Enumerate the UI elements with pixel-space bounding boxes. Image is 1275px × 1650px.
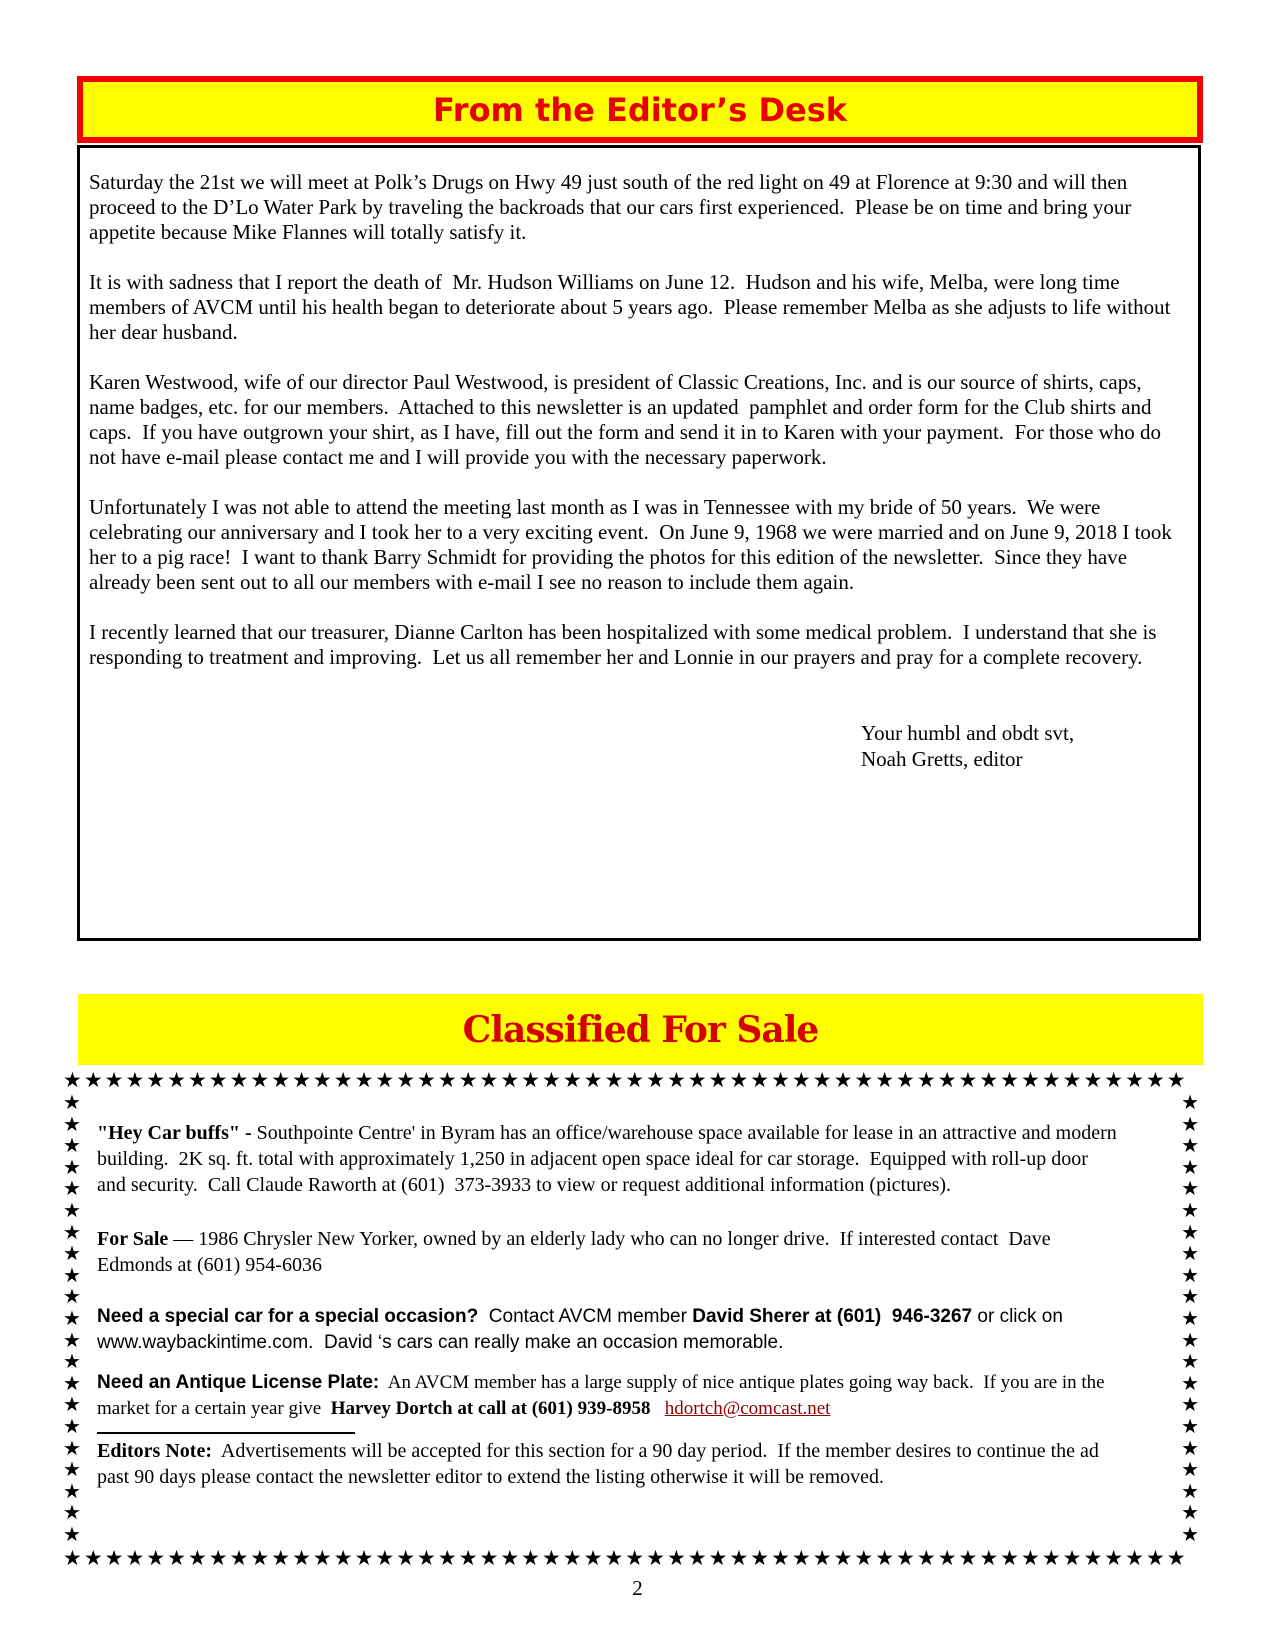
editor-paragraph-obituary: It is with sadness that I report the death of Mr. Hudson Williams on June 12. Hudson and his wife, Melba, were long time members of AVCM until his health began to deteriorate about 5 years ago. Please remember Melba as she adjusts to life without her dear husband. <box>89 270 1176 344</box>
editor-paragraph-club-shirts: Karen Westwood, wife of our director Paul Westwood, is president of Classic Creations, Inc. and is our source of shirts, caps, name badges, etc. for our members. Attached to this newsletter is an updated pamphlet and order form for the Club shirts and caps. If you have outgrown your shirt, as I have, fill out the form and send it in to Karen with your payment. For those who do not have e-mail please contact me and I will provide you with the necessary paperwork. <box>89 370 1167 469</box>
signature-line-1: Your humbl and obdt svt, <box>861 721 1075 745</box>
ad-chrysler-lead: For Sale <box>97 1228 169 1250</box>
editors-note-rule <box>97 1432 355 1434</box>
page-number: 2 <box>632 1576 643 1600</box>
classified-ads-area <box>89 1092 1173 1546</box>
classified-title: Classified For Sale <box>462 1008 819 1051</box>
editor-paragraph-meeting: Saturday the 21st we will meet at Polk’s Drugs on Hwy 49 just south of the red light on 49 at Florence at 9:30 and will then proceed to the D’Lo Water Park by traveling the backroads that our cars first experienced. Please be on time and bring your appetite because Mike Flannes will totally satisfy it. <box>89 170 1137 244</box>
ad-office-warehouse-lead: "Hey Car buffs" - <box>97 1122 257 1144</box>
editor-desk-banner <box>77 76 1203 143</box>
ad-special-occasion-seg4: or click on www.waybackintime.com. David ‘s cars can really make an occasion memorable. <box>97 1306 1069 1353</box>
editor-paragraph-anniversary: Unfortunately I was not able to attend the meeting last month as I was in Tennessee with my bride of 50 years. We were celebrating our anniversary and I took her to a very exciting event. On June 9, 1968 we were married and on June 9, 2018 I took her to a pig race! I want to thank Barry Schmidt for providing the photos for this edition of the newsletter. Since they have already been sent out to all our members with e-mail I see no reason to include them again. <box>89 495 1178 594</box>
ad-special-occasion-contact: David Sherer at (601) 946-3267 <box>692 1306 973 1327</box>
ad-license-plate-spacer <box>650 1398 664 1419</box>
star-border-top: ★★★★★★★★★★★★★★★★★★★★★★★★★★★★★★★★★★★★★★★★★★★★★★★★★★★★★★ <box>63 1068 1188 1092</box>
ad-special-occasion-lead: Need a special car for a special occasion? <box>97 1306 479 1327</box>
star-border-right: ★★★★★★★★★★★★★★★★★★★★★ <box>1181 1090 1199 1546</box>
ad-license-plate-lead: Need an Antique License Plate: <box>97 1372 380 1393</box>
ad-license-plate-body: An AVCM member has a large supply of nice antique plates going way back. If you are in the market for a certain year give <box>97 1372 1110 1419</box>
signature-line-2: Noah Gretts, editor <box>861 747 1023 771</box>
ad-special-occasion-car <box>97 1304 1121 1356</box>
classified-star-frame <box>63 1068 1199 1570</box>
email-link[interactable]: hdortch@comcast.net <box>664 1398 831 1419</box>
ad-chrysler-body: — 1986 Chrysler New Yorker, owned by an elderly lady who can no longer drive. If interested contact Dave Edmonds at (601) 954-6036 <box>97 1228 1056 1276</box>
ad-antique-license-plate <box>97 1370 1121 1422</box>
classified-banner <box>78 994 1203 1065</box>
ad-license-plate-contact: Harvey Dortch at call at (601) 939-8958 <box>330 1398 651 1419</box>
editors-note-body: Advertisements will be accepted for this section for a 90 day period. If the member desires to continue the ad past 90 days please contact the newsletter editor to extend the listing otherwise it will be removed. <box>97 1440 1104 1488</box>
ad-chrysler-new-yorker <box>97 1226 1121 1278</box>
ad-special-occasion-seg2: Contact AVCM member <box>478 1306 693 1327</box>
editors-note-block <box>97 1432 1121 1490</box>
star-border-left: ★★★★★★★★★★★★★★★★★★★★★ <box>63 1090 81 1546</box>
editors-note <box>97 1438 1121 1490</box>
editors-note-lead: Editors Note: <box>97 1440 212 1462</box>
editor-desk-title: From the Editor’s Desk <box>432 90 848 129</box>
editor-paragraph-treasurer: I recently learned that our treasurer, Dianne Carlton has been hospitalized with some medical problem. I understand that she is responding to treatment and improving. Let us all remember her and Lonnie in our prayers and pray for a complete recovery. <box>89 620 1162 669</box>
ad-office-warehouse-body: Southpointe Centre' in Byram has an office/warehouse space available for lease in an attractive and modern building. 2K sq. ft. total with approximately 1,250 in adjacent open space ideal for car storage. Equipped with roll-up door and security. Call Claude Raworth at (601) 373-3933 to view or request additional information (pictures). <box>97 1122 1122 1196</box>
editor-signature <box>861 720 1186 772</box>
star-border-bottom: ★★★★★★★★★★★★★★★★★★★★★★★★★★★★★★★★★★★★★★★★★★★★★★★★★★★★★★ <box>63 1546 1188 1570</box>
ad-office-warehouse <box>97 1120 1121 1198</box>
editor-letter-box <box>77 145 1201 941</box>
